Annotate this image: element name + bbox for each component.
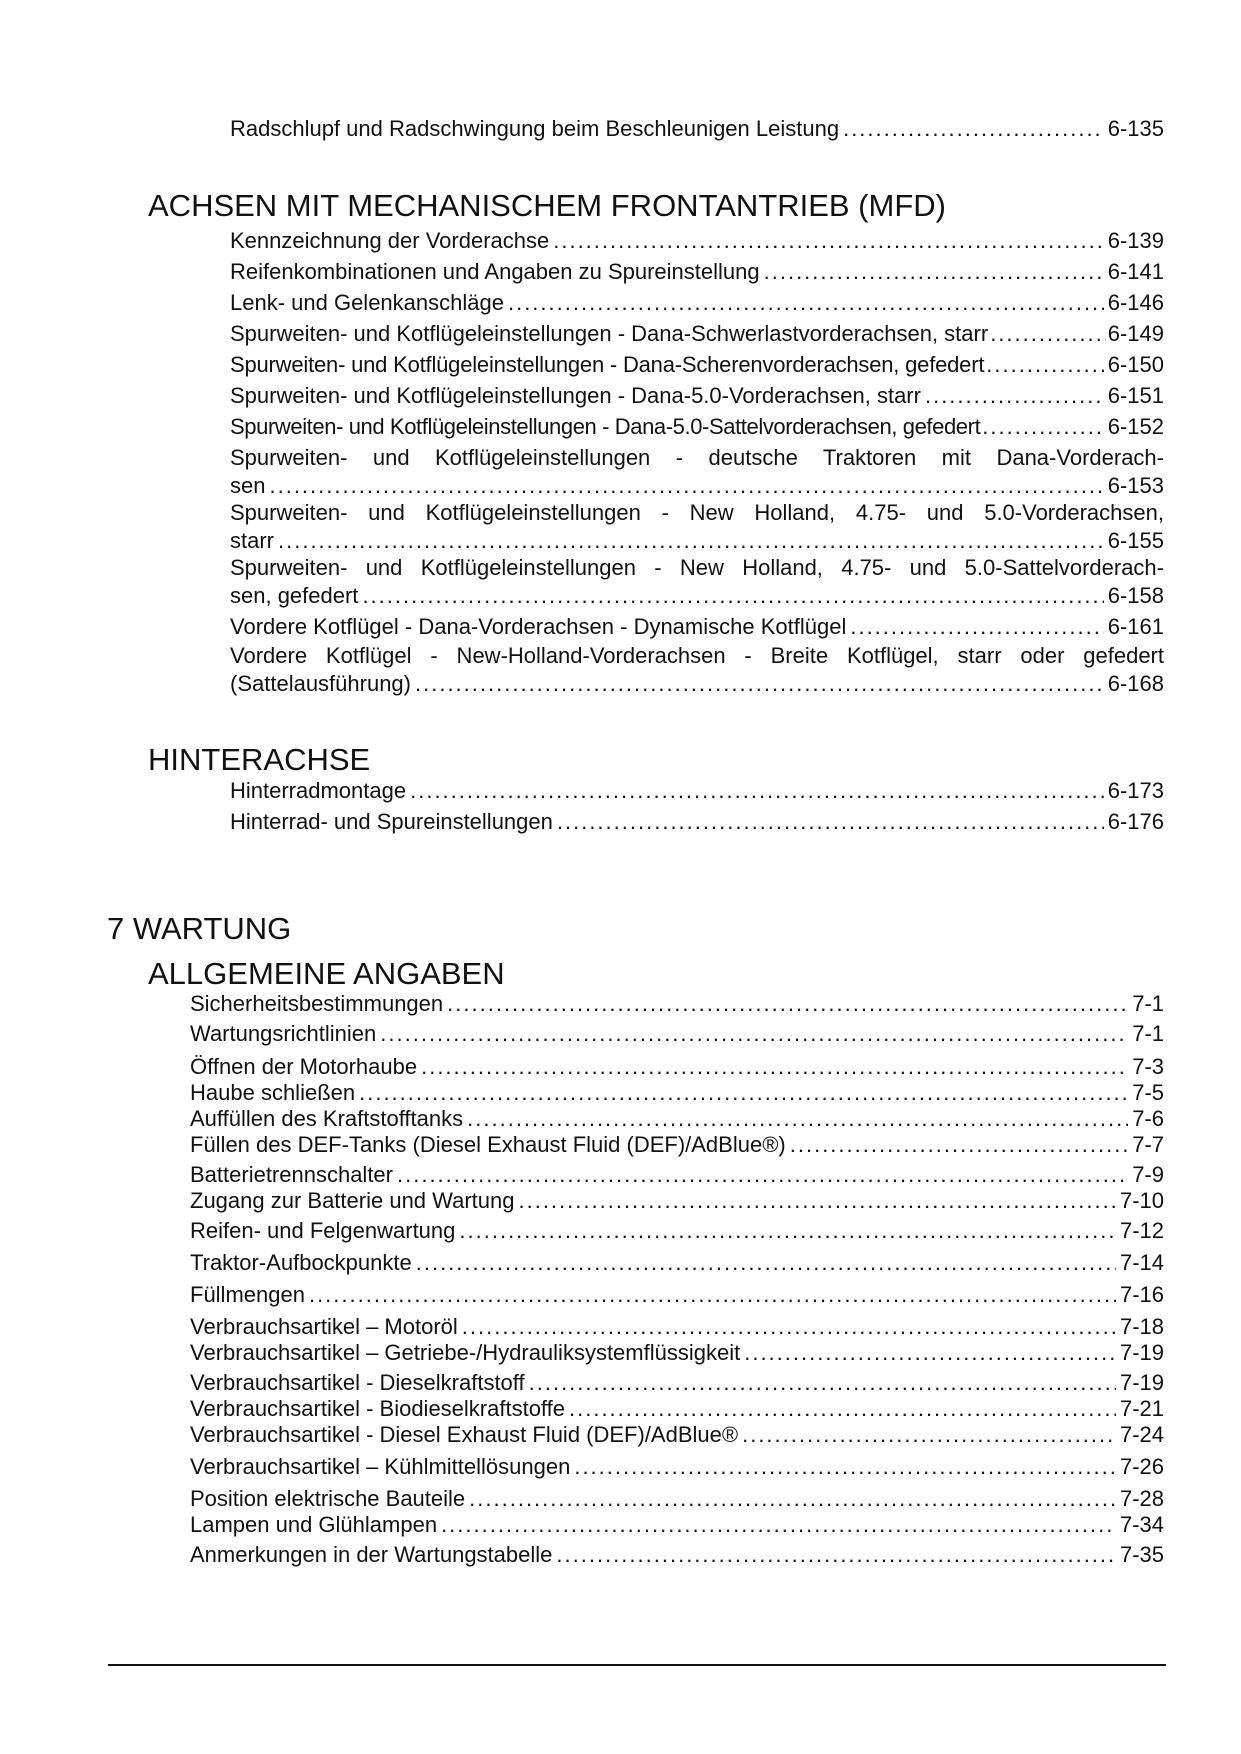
toc-entry-title: Wartungsrichtlinien [190, 1021, 377, 1046]
toc-entry-page: 7-19 [1119, 1340, 1164, 1365]
toc-entry[interactable] [190, 1054, 1164, 1080]
dot-leader [553, 228, 1103, 254]
toc-entry[interactable] [190, 1080, 1164, 1106]
dot-leader [990, 321, 1106, 347]
dot-leader [397, 1162, 1128, 1188]
toc-entry[interactable] [230, 290, 1164, 316]
dot-leader [556, 1542, 1116, 1568]
toc-entry-title: Verbrauchsartikel - Diesel Exhaust Fluid (DEF)/AdBlue® [190, 1422, 739, 1447]
toc-entry-title: Radschlupf und Radschwingung beim Beschleunigen Leistung [230, 116, 840, 141]
toc-entry[interactable] [230, 671, 1164, 697]
toc-entry[interactable] [230, 583, 1164, 609]
dot-leader [790, 1132, 1128, 1158]
toc-entry[interactable] [230, 778, 1164, 804]
dot-leader [362, 583, 1103, 609]
chapter-heading: 7 WARTUNG [107, 911, 292, 946]
dot-leader [764, 259, 1104, 285]
toc-entry-title: Sicherheitsbestimmungen [190, 991, 444, 1016]
toc-entry-title: Öffnen der Motorhaube [190, 1054, 418, 1079]
toc-entry-page: 7-24 [1119, 1422, 1164, 1447]
dot-leader [925, 383, 1104, 409]
toc-entry[interactable] [230, 259, 1164, 285]
toc-entry-title: Traktor-Aufbockpunkte [190, 1250, 412, 1275]
toc-entry-page: 7-18 [1119, 1314, 1164, 1339]
toc-entry-page: 7-26 [1119, 1454, 1164, 1479]
toc-entry-page: 6-161 [1107, 614, 1164, 639]
toc-entry[interactable] [190, 1314, 1164, 1340]
toc-entry-title: Reifenkombinationen und Angaben zu Spureinstellung [230, 259, 760, 284]
toc-entry[interactable] [190, 1370, 1164, 1396]
dot-leader [459, 1218, 1116, 1244]
toc-entry-continuation: Vordere Kotflügel - New-Holland-Vorderachsen - Breite Kotflügel, starr oder gefedert [230, 643, 1164, 668]
toc-entry-page: 6-153 [1107, 473, 1164, 498]
toc-entry-title: Verbrauchsartikel - Biodieselkraftstoffe [190, 1396, 565, 1421]
dot-leader [574, 1454, 1116, 1480]
toc-entry-title: Lenk- und Gelenkanschläge [230, 290, 504, 315]
dot-leader [469, 1486, 1116, 1512]
dot-leader [421, 1054, 1128, 1080]
dot-leader [441, 1512, 1116, 1538]
toc-entry[interactable] [190, 1021, 1164, 1047]
toc-entry-title: Auffüllen des Kraftstofftanks [190, 1106, 464, 1131]
toc-entry[interactable] [190, 1512, 1164, 1538]
toc-entry-title: Spurweiten- und Kotflügeleinstellungen - Dana-Schwerlastvorderachsen, starr [230, 321, 989, 346]
toc-entry[interactable] [190, 1422, 1164, 1448]
toc-entry-page: 6-173 [1107, 778, 1164, 803]
toc-entry-page: 6-150 [1107, 352, 1164, 377]
toc-entry-page: 7-6 [1132, 1106, 1164, 1131]
toc-entry[interactable] [190, 1218, 1164, 1244]
dot-leader [416, 1250, 1116, 1276]
toc-entry-title: Füllmengen [190, 1282, 305, 1307]
toc-entry-title: Verbrauchsartikel - Dieselkraftstoff [190, 1370, 525, 1395]
toc-entry[interactable] [190, 991, 1164, 1017]
toc-entry-title: Position elektrische Bauteile [190, 1486, 466, 1511]
toc-entry-title: Spurweiten- und Kotflügeleinstellungen - Dana-Scherenvorderachsen, gefedert [230, 352, 985, 377]
toc-entry-title: Verbrauchsartikel – Motoröl [190, 1314, 458, 1339]
toc-entry[interactable] [230, 809, 1164, 835]
toc-entry-page: 7-9 [1132, 1162, 1164, 1187]
toc-entry[interactable] [230, 352, 1164, 378]
toc-entry-continuation: Spurweiten- und Kotflügeleinstellungen - New Holland, 4.75- und 5.0-Sattelvorderach- [230, 555, 1164, 580]
toc-entry[interactable] [230, 414, 1164, 440]
toc-entry-page: 6-151 [1107, 383, 1164, 408]
toc-entry[interactable] [230, 383, 1164, 409]
toc-entry-page: 6-149 [1107, 321, 1164, 346]
dot-leader [518, 1188, 1115, 1214]
dot-leader [415, 671, 1104, 697]
dot-leader [467, 1106, 1128, 1132]
dot-leader [742, 1422, 1116, 1448]
toc-entry-title: Vordere Kotflügel - Dana-Vorderachsen - Dynamische Kotflügel [230, 614, 847, 639]
toc-entry[interactable] [190, 1106, 1164, 1132]
toc-entry[interactable] [190, 1132, 1164, 1158]
toc-entry-title: Hinterradmontage [230, 778, 407, 803]
dot-leader [744, 1340, 1116, 1366]
toc-entry-page: 6-155 [1107, 528, 1164, 553]
toc-entry-title: Spurweiten- und Kotflügeleinstellungen - Dana-5.0-Vorderachsen, starr [230, 383, 921, 408]
section-heading-rear: HINTERACHSE [148, 742, 371, 777]
toc-entry-page: 7-10 [1119, 1188, 1164, 1213]
toc-entry-title: Batterietrennschalter [190, 1162, 393, 1187]
toc-entry-page: 7-14 [1119, 1250, 1164, 1275]
toc-entry[interactable] [190, 1454, 1164, 1480]
section-heading-general: ALLGEMEINE ANGABEN [148, 956, 505, 991]
dot-leader [380, 1021, 1128, 1047]
toc-entry[interactable] [190, 1542, 1164, 1568]
toc-entry[interactable] [230, 473, 1164, 499]
dot-leader [850, 614, 1103, 640]
toc-entry[interactable] [190, 1396, 1164, 1422]
toc-entry[interactable] [230, 321, 1164, 347]
toc-entry-page: 7-1 [1132, 1021, 1164, 1046]
dot-leader [269, 473, 1103, 499]
toc-entry-page: 6-139 [1107, 228, 1164, 253]
toc-entry-title: Füllen des DEF-Tanks (Diesel Exhaust Fluid (DEF)/AdBlue®) [190, 1132, 786, 1157]
toc-entry-title: (Sattelausführung) [230, 671, 411, 696]
toc-entry-title: Zugang zur Batterie und Wartung [190, 1188, 515, 1213]
toc-entry-continuation: Spurweiten- und Kotflügeleinstellungen - deutsche Traktoren mit Dana-Vorderach- [230, 445, 1164, 470]
toc-entry-title: Reifen- und Felgenwartung [190, 1218, 456, 1243]
toc-entry-page: 7-12 [1119, 1218, 1164, 1243]
toc-entry[interactable] [190, 1162, 1164, 1188]
toc-entry-title: starr [230, 528, 274, 553]
toc-entry[interactable] [190, 1250, 1164, 1276]
toc-entry-page: 6-152 [1107, 414, 1164, 439]
toc-entry-page: 6-135 [1107, 116, 1164, 141]
toc-entry[interactable] [190, 1282, 1164, 1308]
dot-leader [462, 1314, 1116, 1340]
toc-entry-page: 6-141 [1107, 259, 1164, 284]
toc-entry-title: Verbrauchsartikel – Getriebe-/Hydrauliksystemflüssigkeit [190, 1340, 741, 1365]
toc-entry-page: 6-176 [1107, 809, 1164, 834]
dot-leader [843, 116, 1104, 142]
toc-entry-page: 6-146 [1107, 290, 1164, 315]
toc-entry-page: 7-34 [1119, 1512, 1164, 1537]
toc-entry-page: 7-21 [1119, 1396, 1164, 1421]
toc-entry-page: 7-5 [1132, 1080, 1164, 1105]
toc-entry[interactable] [190, 1188, 1164, 1214]
toc-entry-title: Haube schließen [190, 1080, 356, 1105]
toc-entry[interactable] [230, 528, 1164, 554]
toc-entry-title: Anmerkungen in der Wartungstabelle [190, 1542, 553, 1567]
toc-entry[interactable] [190, 1340, 1164, 1366]
toc-entry-continuation: Spurweiten- und Kotflügeleinstellungen - New Holland, 4.75- und 5.0-Vorderachsen, [230, 500, 1164, 525]
toc-entry-title: Verbrauchsartikel – Kühlmittellösungen [190, 1454, 571, 1479]
dot-leader [982, 414, 1105, 440]
dot-leader [359, 1080, 1128, 1106]
toc-entry-page: 7-1 [1132, 991, 1164, 1016]
toc-entry-title: Lampen und Glühlampen [190, 1512, 438, 1537]
toc-entry-title: Hinterrad- und Spureinstellungen [230, 809, 553, 834]
toc-entry-page: 7-7 [1132, 1132, 1164, 1157]
dot-leader [410, 778, 1104, 804]
dot-leader [309, 1282, 1116, 1308]
toc-entry-page: 6-158 [1107, 583, 1164, 608]
footer-rule [108, 1664, 1166, 1666]
dot-leader [986, 352, 1105, 378]
toc-entry-page: 7-3 [1132, 1054, 1164, 1079]
dot-leader [508, 290, 1104, 316]
toc-entry-title: Spurweiten- und Kotflügeleinstellungen - Dana-5.0-Sattelvorderachsen, gefedert [230, 414, 981, 439]
toc-entry-page: 7-19 [1119, 1370, 1164, 1395]
dot-leader [278, 528, 1104, 554]
toc-entry-title: Kennzeichnung der Vorderachse [230, 228, 550, 253]
toc-entry[interactable] [190, 1486, 1164, 1512]
toc-entry-title: sen, gefedert [230, 583, 359, 608]
toc-entry-page: 7-35 [1119, 1542, 1164, 1567]
toc-entry-title: sen [230, 473, 266, 498]
toc-entry[interactable] [230, 116, 1164, 142]
section-heading-mfd: ACHSEN MIT MECHANISCHEM FRONTANTRIEB (MFD) [148, 188, 946, 223]
dot-leader [447, 991, 1128, 1017]
toc-entry-page: 6-168 [1107, 671, 1164, 696]
dot-leader [557, 809, 1104, 835]
dot-leader [529, 1370, 1116, 1396]
toc-entry-page: 7-28 [1119, 1486, 1164, 1511]
toc-entry[interactable] [230, 614, 1164, 640]
toc-entry-page: 7-16 [1119, 1282, 1164, 1307]
dot-leader [569, 1396, 1116, 1422]
toc-entry[interactable] [230, 228, 1164, 254]
